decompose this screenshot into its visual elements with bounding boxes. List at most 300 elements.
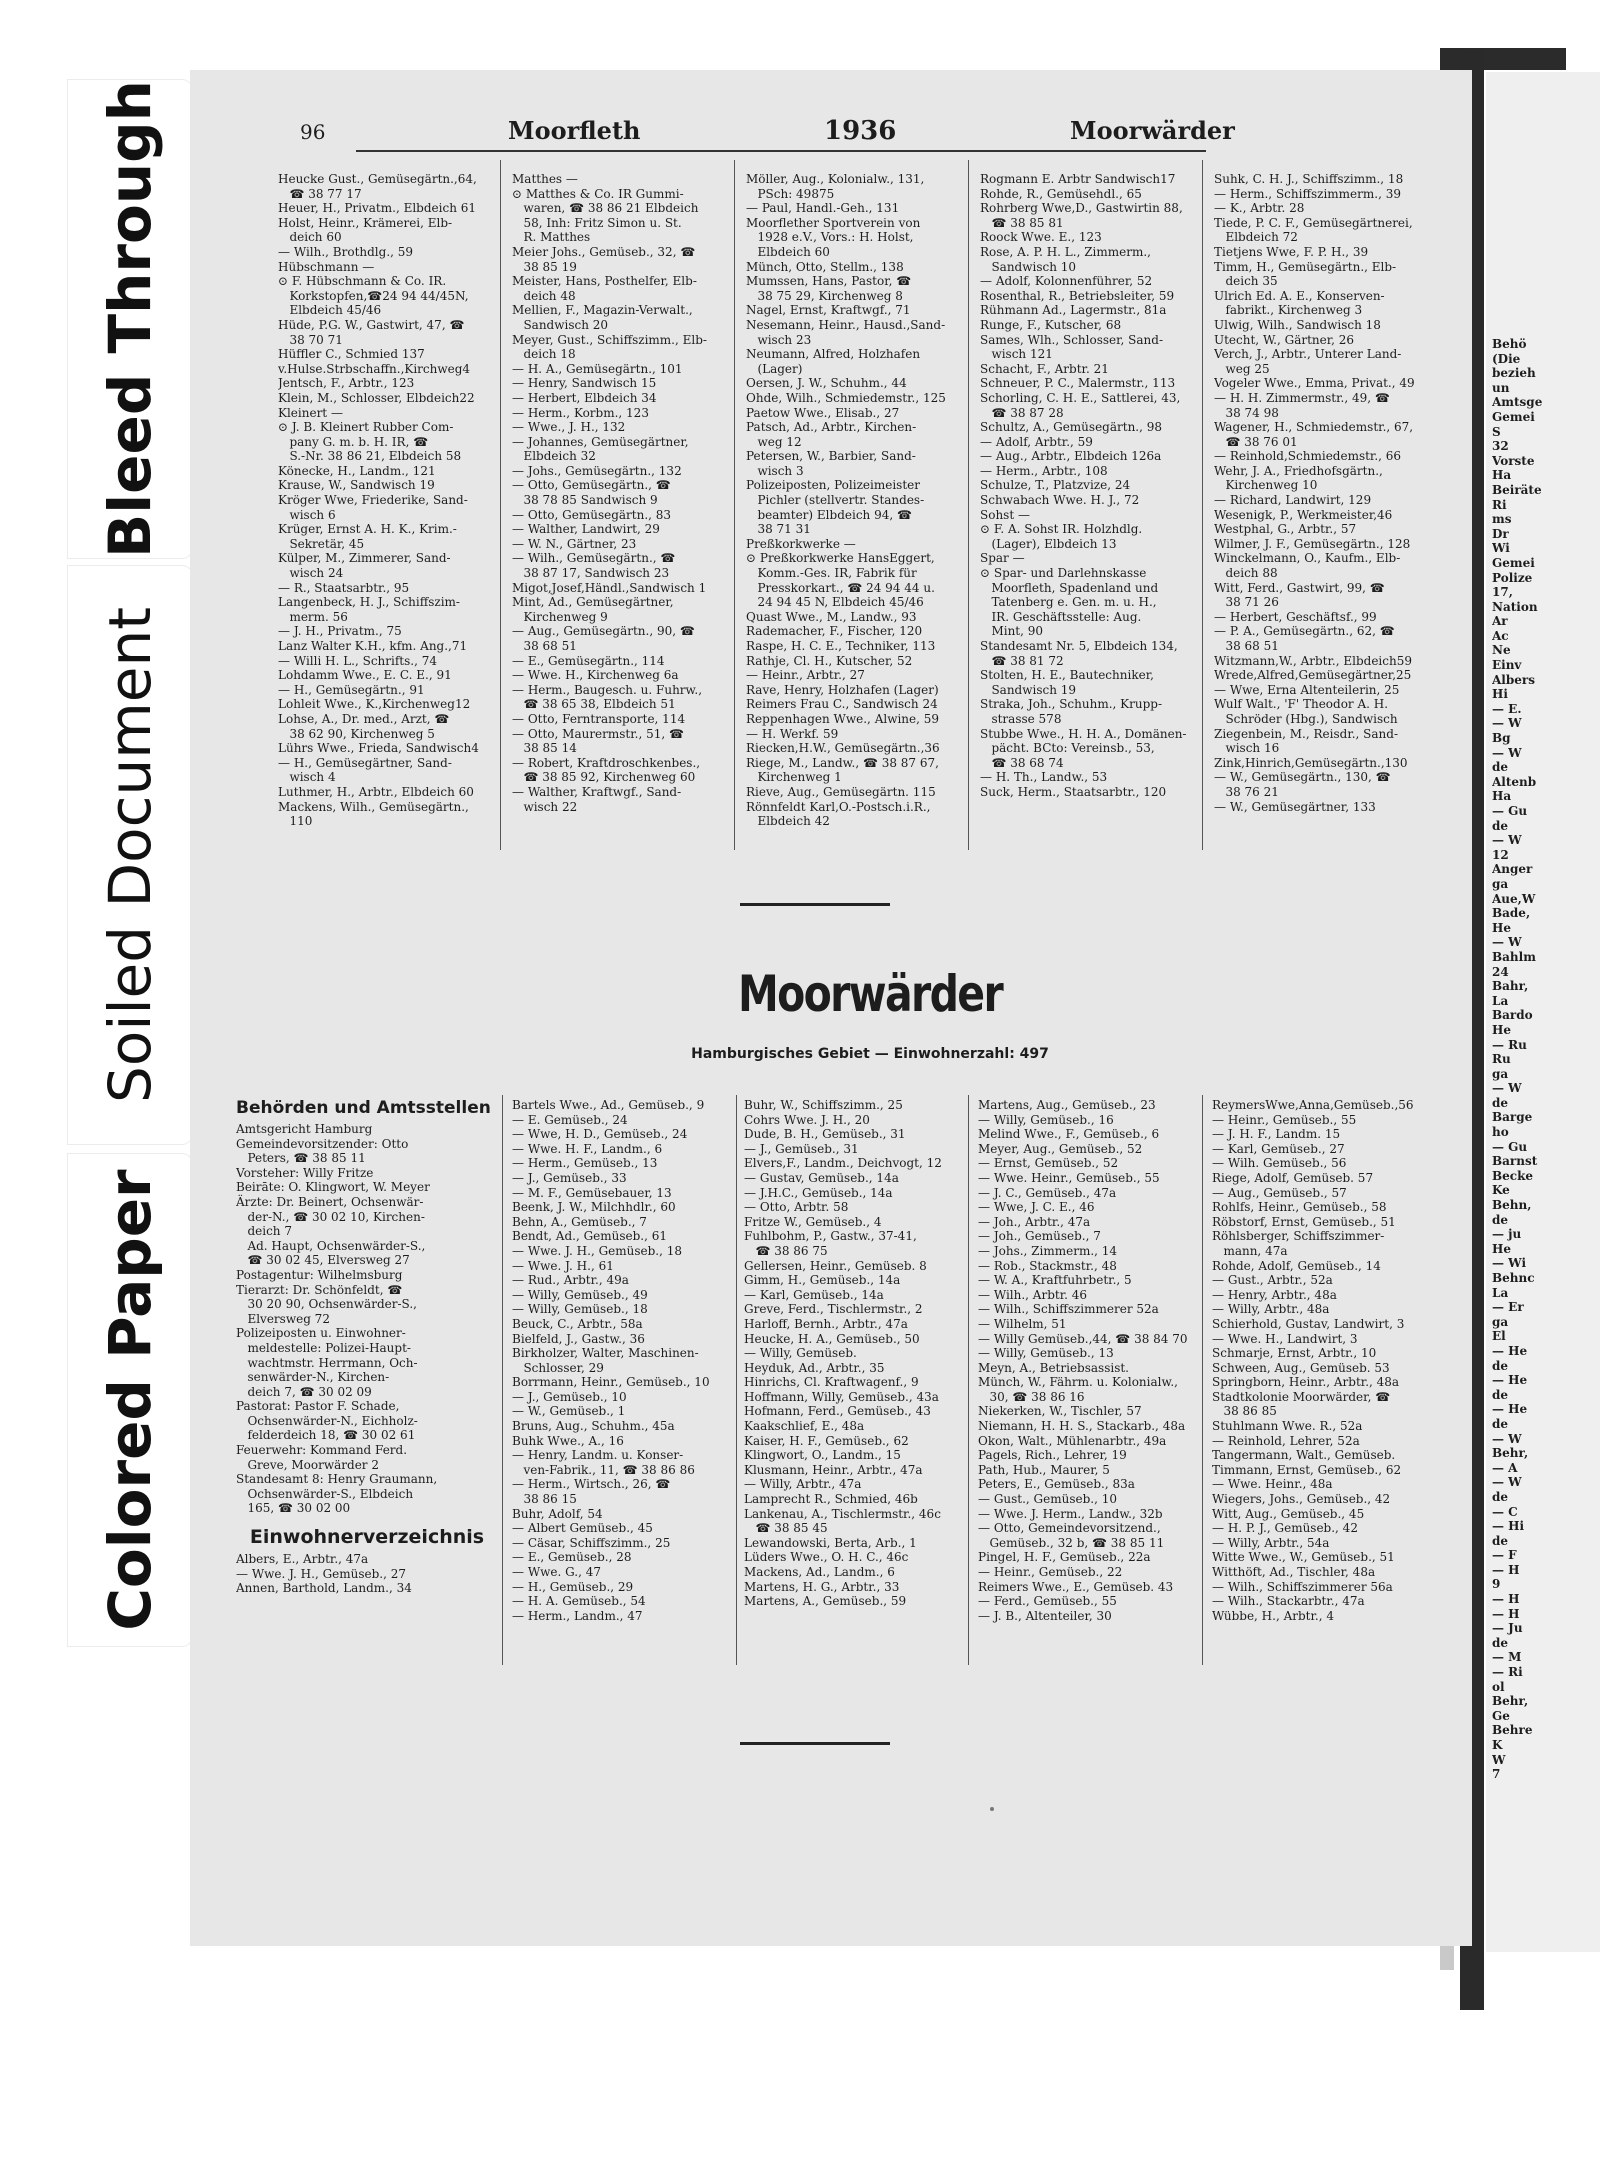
- entry-line: — Herm., Baugesch. u. Fuhrw.,: [512, 682, 703, 697]
- entry-line: Lohse, A., Dr. med., Arzt, ☎: [278, 711, 450, 726]
- entry-line: — Gust., Gemüseb., 10: [978, 1492, 1118, 1507]
- entry-line: Meier Johs., Gemüseb., 32, ☎: [512, 244, 696, 259]
- entry-line: Polizeiposten, Polizeimeister: [746, 478, 920, 493]
- entry-line: fabrikt., Kirchenweg 3: [1214, 303, 1363, 318]
- entry-line: Spar —: [980, 551, 1025, 566]
- entry-line: — J. H., Privatm., 75: [278, 624, 402, 639]
- entry-line: Münch, Otto, Stellm., 138: [746, 259, 904, 274]
- entry-line: waren, ☎ 38 86 21 Elbdeich: [512, 201, 699, 216]
- entry-line: Reppenhagen Wwe., Alwine, 59: [746, 711, 940, 726]
- entry-line: deich 88: [1214, 566, 1278, 581]
- entry-line: Pagels, Rich., Lehrer, 19: [978, 1448, 1127, 1463]
- entry-line: Moorfleth, Spadenland und: [980, 580, 1159, 595]
- entry-line: (Lager): [746, 361, 803, 376]
- entry-line: wisch 6: [278, 507, 336, 522]
- entry-line: — H. P. J., Gemüseb., 42: [1212, 1521, 1358, 1536]
- entry-line: Behn, A., Gemüseb., 7: [512, 1214, 647, 1229]
- entry-line: de: [1492, 1358, 1509, 1373]
- soiled-document-label: Soiled Document: [68, 566, 192, 1144]
- entry-line: Cohrs Wwe. J. H., 20: [744, 1112, 870, 1127]
- entry-line: — Wwe. Heinr., 48a: [1212, 1477, 1333, 1492]
- entry-line: Mackens, Ad., Landm., 6: [744, 1565, 895, 1579]
- entry-line: 24 94 45 N, Elbdeich 45/46: [746, 595, 924, 610]
- entry-line: Lanz Walter K.H., kfm. Ang.,71: [278, 639, 468, 653]
- entry-line: deich 18: [512, 347, 576, 362]
- entry-line: Schacht, F., Arbtr. 21: [980, 361, 1109, 376]
- entry-line: deich 60: [278, 230, 342, 245]
- entry-line: — Wwe. J. H., 61: [512, 1258, 614, 1273]
- entry-line: Rohrberg Wwe,D., Gastwirtin 88,: [980, 201, 1183, 216]
- entry-line: — E. Gemüseb., 24: [512, 1112, 628, 1127]
- entry-line: — Karl, Gemüseb., 27: [1212, 1141, 1345, 1156]
- entry-line: Rohlfs, Heinr., Gemüseb., 58: [1212, 1200, 1387, 1215]
- entry-line: — E.: [1492, 701, 1522, 716]
- entry-line: Wrede,Alfred,Gemüsegärtner,25: [1214, 668, 1412, 683]
- entry-line: 38 86 15: [512, 1492, 577, 1507]
- entry-line: — Johs., Zimmerm., 14: [978, 1243, 1118, 1258]
- entry-line: Sandwisch 19: [980, 682, 1077, 697]
- entry-line: de: [1492, 1095, 1509, 1110]
- entry-line: La: [1492, 1285, 1509, 1300]
- section-title: Moorwärder: [737, 965, 1003, 1023]
- entry-line: weg 12: [746, 434, 802, 449]
- entry-line: Ac: [1492, 628, 1509, 643]
- entry-line: — Otto, Arbtr. 58: [744, 1200, 849, 1215]
- entry-line: 38 70 71: [278, 332, 343, 347]
- entry-line: — H. Th., Landw., 53: [980, 770, 1108, 785]
- entry-line: — J., Gemüseb., 31: [744, 1141, 859, 1156]
- entry-line: Röhlsberger, Schiffszimmer-: [1212, 1229, 1385, 1244]
- entry-line: Polize: [1492, 570, 1533, 585]
- entry-line: — W: [1492, 745, 1522, 760]
- entry-line: — Wilh. Gemüseb., 56: [1212, 1156, 1347, 1171]
- entry-line: Peters, E., Gemüseb., 83a: [978, 1477, 1135, 1492]
- entry-line: mann, 47a: [1212, 1243, 1288, 1258]
- entry-line: — Robert, Kraftdroschkenbes.,: [512, 755, 701, 770]
- entry-line: Pingel, H. F., Gemüseb., 22a: [978, 1550, 1151, 1565]
- entry-line: — F: [1492, 1548, 1517, 1563]
- authorities-list: [236, 1122, 498, 1516]
- entry-line: Bielfeld, J., Gastw., 36: [512, 1331, 645, 1346]
- entry-line: Behn,: [1492, 1198, 1532, 1213]
- entry-line: Verch, J., Arbtr., Unterer Land-: [1214, 347, 1402, 362]
- entry-line: — Willy, Gemüseb., 16: [978, 1112, 1114, 1127]
- entry-line: ms: [1492, 512, 1512, 527]
- entry-line: Schröder (Hbg.), Sandwisch: [1214, 711, 1398, 726]
- entry-line: Beenk, J. W., Milchhdlr., 60: [512, 1200, 676, 1215]
- entry-line: — H., Gemüsegärtner, Sand-: [278, 755, 452, 770]
- entry-line: Kirchenweg 1: [746, 770, 842, 785]
- directory-column: [278, 172, 496, 829]
- entry-line: Harloff, Bernh., Arbtr., 47a: [744, 1316, 908, 1331]
- entry-line: Sohst —: [980, 507, 1030, 522]
- entry-line: 38 86 85: [1212, 1404, 1277, 1419]
- entry-line: Witt, Aug., Gemüseb., 45: [1212, 1506, 1365, 1521]
- entry-line: wisch 24: [278, 566, 344, 581]
- entry-line: Schneuer, P. C., Malermstr., 113: [980, 376, 1176, 391]
- entry-line: — C: [1492, 1504, 1518, 1519]
- entry-line: — Herm., Gemüseb., 13: [512, 1156, 658, 1171]
- entry-line: ⊙ Matthes & Co. IR Gummi-: [512, 186, 684, 201]
- entry-line: (Die: [1492, 351, 1521, 366]
- entry-line: 17,: [1492, 585, 1513, 600]
- entry-line: Elbdeich 60: [746, 244, 830, 259]
- entry-line: — H. H. Zimmermstr., 49, ☎: [1214, 390, 1390, 405]
- entry-line: Wulf Walt., 'F' Theodor A. H.: [1214, 697, 1389, 712]
- entry-line: — J. H. F., Landm. 15: [1212, 1127, 1341, 1142]
- entry-line: Ar: [1492, 614, 1508, 629]
- entry-line: — E., Gemüseb., 28: [512, 1550, 632, 1565]
- entry-line: Ha: [1492, 789, 1512, 804]
- entry-line: — J.H.C., Gemüseb., 14a: [744, 1185, 893, 1200]
- entry-line: — H: [1492, 1562, 1520, 1577]
- entry-line: Vorsteher: Willy Fritze: [236, 1165, 374, 1180]
- entry-line: 38 68 51: [512, 639, 577, 653]
- entry-line: Witt, Ferd., Gastwirt, 99, ☎: [1214, 580, 1385, 595]
- bleed-through-label: Bleed Through: [68, 80, 192, 558]
- entry-line: Klein, M., Schlosser, Elbdeich22: [278, 390, 475, 405]
- entry-line: Ne: [1492, 643, 1511, 658]
- entry-line: Behr,: [1492, 1694, 1529, 1709]
- entry-line: 30 20 90, Ochsenwärder-S.,: [236, 1297, 417, 1312]
- directory-column: [512, 172, 730, 814]
- entry-line: Kaiser, H. F., Gemüseb., 62: [744, 1433, 909, 1448]
- entry-line: — Rob., Stackmstr., 48: [978, 1258, 1117, 1273]
- entry-line: ho: [1492, 1125, 1509, 1140]
- entry-line: Holst, Heinr., Krämerei, Elb-: [278, 215, 453, 230]
- entry-line: 7: [1492, 1767, 1501, 1782]
- entry-line: Tiede, P. C. F., Gemüsegärtnerei,: [1214, 215, 1413, 230]
- entry-line: Sames, Wlh., Schlosser, Sand-: [980, 332, 1164, 347]
- entry-line: Amtsgericht Hamburg: [236, 1122, 373, 1136]
- entry-line: Mumssen, Hans, Pastor, ☎: [746, 274, 912, 289]
- entry-line: wisch 22: [512, 799, 578, 814]
- entry-line: — H: [1492, 1606, 1520, 1621]
- entry-line: Pichler (stellvertr. Standes-: [746, 493, 925, 508]
- entry-line: Meister, Hans, Posthelfer, Elb-: [512, 274, 697, 289]
- entry-line: Nesemann, Heinr., Hausd.,Sand-: [746, 317, 946, 332]
- entry-line: Hoffmann, Willy, Gemüseb., 43a: [744, 1389, 939, 1404]
- entry-line: — Ernst, Gemüseb., 52: [978, 1156, 1119, 1171]
- entry-line: Preßkorkwerke —: [746, 536, 856, 551]
- entry-line: — Otto, Maurermstr., 51, ☎: [512, 726, 684, 741]
- entry-line: de: [1492, 1489, 1509, 1504]
- header-year: 1936: [824, 116, 897, 146]
- entry-line: Gimm, H., Gemüseb., 14a: [744, 1273, 901, 1288]
- entry-line: — H., Gemüsegärtn., 91: [278, 682, 425, 697]
- entry-line: S: [1492, 424, 1501, 439]
- entry-line: 30, ☎ 38 86 16: [978, 1389, 1085, 1404]
- entry-line: Buhr, Adolf, 54: [512, 1506, 603, 1521]
- entry-line: Rohde, Adolf, Gemüseb., 14: [1212, 1258, 1381, 1273]
- entry-line: — He: [1492, 1373, 1528, 1388]
- entry-line: Niekerken, W., Tischler, 57: [978, 1404, 1142, 1419]
- entry-line: — P. A., Gemüsegärtn., 62, ☎: [1214, 624, 1395, 639]
- entry-line: Schlosser, 29: [512, 1360, 604, 1375]
- entry-line: — Wilh., Brothdlg., 59: [278, 244, 414, 259]
- entry-line: Wilmer, J. F., Gemüsegärtn., 128: [1214, 536, 1411, 551]
- entry-line: Ad. Haupt, Ochsenwärder-S.,: [236, 1238, 426, 1253]
- entry-line: — Cäsar, Schiffszimm., 25: [512, 1535, 671, 1550]
- entry-line: — W. A., Kraftfuhrbetr., 5: [978, 1273, 1132, 1288]
- entry-line: Lamprecht R., Schmied, 46b: [744, 1492, 918, 1507]
- entry-line: — Henry, Arbtr., 48a: [1212, 1287, 1337, 1302]
- entry-line: Runge, F., Kutscher, 68: [980, 317, 1122, 332]
- entry-line: Stolten, H. E., Bautechniker,: [980, 668, 1154, 683]
- entry-line: — W: [1492, 1081, 1522, 1096]
- entry-line: ReymersWwe,Anna,Gemüseb.,56: [1212, 1098, 1414, 1112]
- entry-line: deich 48: [512, 288, 576, 303]
- entry-line: Luthmer, H., Arbtr., Elbdeich 60: [278, 784, 474, 799]
- entry-line: Mellien, F., Magazin-Verwalt.,: [512, 303, 693, 318]
- entry-line: Quast Wwe., M., Landw., 93: [746, 609, 917, 624]
- entry-line: Bardo: [1492, 1008, 1533, 1023]
- entry-line: Kirchenweg 9: [512, 609, 608, 624]
- facing-page-fragment: [1486, 72, 1600, 1952]
- entry-line: Ha: [1492, 468, 1512, 483]
- entry-line: Kröger Wwe, Friederike, Sand-: [278, 493, 468, 508]
- entry-line: — Karl, Gemüseb., 14a: [744, 1287, 884, 1302]
- entry-line: Wesenigk, P., Werkmeister,46: [1214, 507, 1393, 522]
- entry-line: Reimers Frau C., Sandwisch 24: [746, 697, 938, 712]
- entry-line: Niemann, H. H. S., Stackarb., 48a: [978, 1419, 1186, 1434]
- entry-line: 24: [1492, 964, 1509, 979]
- entry-line: Ochsenwärder-S., Elbdeich: [236, 1486, 414, 1501]
- entry-line: Ulrich Ed. A. E., Konserven-: [1214, 288, 1385, 303]
- entry-line: He: [1492, 1241, 1511, 1256]
- entry-line: — Herbert, Elbdeich 34: [512, 390, 657, 405]
- entry-line: Klingwort, O., Landm., 15: [744, 1448, 901, 1463]
- column-separator: [1202, 1095, 1203, 1665]
- entry-line: PSch: 49875: [746, 186, 835, 201]
- entry-line: — Reinhold,Schmiedemstr., 66: [1214, 449, 1402, 464]
- entry-line: — Herm., Wirtsch., 26, ☎: [512, 1477, 671, 1492]
- entry-line: de: [1492, 1635, 1509, 1650]
- entry-line: 38 74 98: [1214, 405, 1279, 420]
- entry-line: de: [1492, 1212, 1509, 1227]
- facing-page-text: [1492, 337, 1542, 1782]
- entry-line: — W., Gemüsegärtner, 133: [1214, 799, 1376, 814]
- entry-line: wachtmstr. Herrmann, Och-: [236, 1355, 418, 1370]
- entry-line: Ri: [1492, 497, 1507, 512]
- entry-line: Ge: [1492, 1708, 1510, 1723]
- entry-line: Straka, Joh., Schuhm., Krupp-: [980, 697, 1162, 712]
- entry-line: Mackens, Wilh., Gemüsegärtn.,: [278, 799, 469, 814]
- entry-line: Pastorat: Pastor F. Schade,: [236, 1399, 400, 1414]
- entry-line: 38 71 31: [746, 522, 811, 537]
- entry-line: Martens, Aug., Gemüseb., 23: [978, 1098, 1156, 1112]
- entry-line: La: [1492, 993, 1509, 1008]
- entry-line: — R., Staatsarbtr., 95: [278, 580, 410, 595]
- entry-line: Kaakschlief, E., 48a: [744, 1419, 865, 1434]
- entry-line: — Ferd., Gemüseb., 55: [978, 1594, 1117, 1609]
- entry-line: wisch 4: [278, 770, 336, 785]
- column-separator: [736, 1095, 737, 1665]
- entry-line: 32: [1492, 439, 1509, 454]
- running-header: [300, 116, 1235, 150]
- entry-line: — Willy Gemüseb.,44, ☎ 38 84 70: [978, 1331, 1188, 1346]
- entry-line: Stubbe Wwe., H. H. A., Domänen-: [980, 726, 1187, 741]
- entry-line: wisch 121: [980, 347, 1053, 362]
- entry-line: — W: [1492, 716, 1522, 731]
- entry-line: Ärzte: Dr. Beinert, Ochsenwär-: [236, 1194, 424, 1209]
- entry-line: ⊙ F. A. Sohst IR. Holzhdlg.: [980, 522, 1143, 537]
- entry-line: Schmarje, Ernst, Arbtr., 10: [1212, 1346, 1377, 1361]
- directory-column: [1212, 1098, 1434, 1623]
- entry-line: Dude, B. H., Gemüseb., 31: [744, 1127, 906, 1142]
- entry-line: 38 78 85 Sandwisch 9: [512, 493, 658, 508]
- entry-line: Komm.-Ges. IR, Fabrik für: [746, 566, 917, 581]
- entry-line: Ochsenwärder-N., Eichholz-: [236, 1413, 418, 1428]
- entry-line: — Er: [1492, 1300, 1524, 1315]
- entry-line: Nagel, Ernst, Kraftwgf., 71: [746, 303, 911, 318]
- entry-line: Ke: [1492, 1183, 1510, 1198]
- entry-line: — Wwe. H., Kirchenweg 6a: [512, 668, 679, 683]
- entry-line: — Albert Gemüseb., 45: [512, 1521, 653, 1536]
- entry-line: — Otto, Gemüsegärtn., ☎: [512, 478, 671, 493]
- entry-line: Krüger, Ernst A. H. K., Krim.-: [278, 522, 457, 537]
- entry-line: — H. A. Gemüseb., 54: [512, 1594, 646, 1609]
- entry-line: 58, Inh: Fritz Simon u. St.: [512, 215, 682, 230]
- entry-line: Rühmann Ad., Lagermstr., 81a: [980, 303, 1167, 318]
- section-rule: [740, 903, 890, 906]
- entry-line: — Hi: [1492, 1519, 1525, 1534]
- entry-line: 38 76 21: [1214, 784, 1279, 799]
- entry-line: — He: [1492, 1343, 1528, 1358]
- entry-line: Mint, Ad., Gemüsegärtner,: [512, 595, 674, 610]
- entry-line: — Wilh., Gemüsegärtn., ☎: [512, 551, 676, 566]
- entry-line: Schultz, A., Gemüsegärtn., 98: [980, 420, 1163, 435]
- entry-line: Tietjens Wwe, F. P. H., 39: [1214, 244, 1369, 259]
- entry-line: Schwabach Wwe. H. J., 72: [980, 493, 1140, 508]
- entry-line: Möller, Aug., Kolonialw., 131,: [746, 172, 925, 186]
- column-separator: [502, 1095, 503, 1665]
- entry-line: de: [1492, 818, 1509, 833]
- entry-line: — Wwe. J. Herm., Landw., 32b: [978, 1506, 1163, 1521]
- entry-line: Röbstorf, Ernst, Gemüseb., 51: [1212, 1214, 1396, 1229]
- entry-line: Gellersen, Heinr., Gemüseb. 8: [744, 1258, 927, 1273]
- entry-line: Lohleit Wwe., K.,Kirchenweg12: [278, 697, 471, 712]
- directory-column: [746, 172, 964, 829]
- entry-line: merm. 56: [278, 609, 348, 624]
- entry-line: — Wi: [1492, 1256, 1527, 1271]
- entry-line: — Gu: [1492, 1139, 1528, 1154]
- entry-line: — Heinr., Arbtr., 27: [746, 668, 865, 683]
- entry-line: pany G. m. b. H. IR, ☎: [278, 434, 429, 449]
- entry-line: ⊙ F. Hübschmann & Co. IR.: [278, 274, 447, 289]
- entry-line: Ziegenbein, M., Reisdr., Sand-: [1214, 726, 1399, 741]
- entry-line: Patsch, Ad., Arbtr., Kirchen-: [746, 420, 917, 435]
- entry-line: Aue,W: [1492, 891, 1536, 906]
- entry-line: Barge: [1492, 1110, 1533, 1125]
- entry-line: Rosenthal, R., Betriebsleiter, 59: [980, 288, 1175, 303]
- entry-line: Behö: [1492, 337, 1527, 351]
- entry-line: Heucke Gust., Gemüsegärtn.,64,: [278, 172, 477, 186]
- entry-line: Bruns, Aug., Schuhm., 45a: [512, 1419, 675, 1434]
- entry-line: — Heinr., Gemüseb., 22: [978, 1565, 1123, 1579]
- entry-line: — H. A., Gemüsegärtn., 101: [512, 361, 683, 376]
- entry-line: Hinrichs, Cl. Kraftwagenf., 9: [744, 1375, 919, 1390]
- entry-line: — Wilh., Schiffszimmerer 52a: [978, 1302, 1159, 1317]
- entry-line: Tatenberg e. Gen. m. u. H.,: [980, 595, 1157, 610]
- entry-line: pächt. BCto: Vereinsb., 53,: [980, 741, 1155, 756]
- entry-line: — Wwe, J. C. E., 46: [978, 1200, 1095, 1215]
- entry-line: Rave, Henry, Holzhafen (Lager): [746, 682, 939, 697]
- entry-line: Rogmann E. Arbtr Sandwisch17: [980, 172, 1176, 186]
- entry-line: Heuer, H., Privatm., Elbdeich 61: [278, 201, 477, 216]
- header-right-title: Moorwärder: [1070, 116, 1235, 145]
- entry-line: bezieh: [1492, 366, 1536, 381]
- entry-line: Tangermann, Walt., Gemüseb.: [1212, 1448, 1396, 1463]
- entry-line: 38 85 19: [512, 259, 577, 274]
- entry-line: Ulwig, Wilh., Sandwisch 18: [1214, 317, 1381, 332]
- entry-line: Fritze W., Gemüseb., 4: [744, 1214, 882, 1229]
- entry-line: Wübbe, H., Arbtr., 4: [1212, 1608, 1334, 1623]
- entry-line: — Wwe, Erna Altenteilerin, 25: [1214, 682, 1400, 697]
- entry-line: ven-Fabrik., 11, ☎ 38 86 86: [512, 1462, 695, 1477]
- entry-line: Sandwisch 10: [980, 259, 1077, 274]
- entry-line: Sekretär, 45: [278, 536, 365, 551]
- entry-line: Gemüseb., 32 b, ☎ 38 85 11: [978, 1535, 1165, 1550]
- entry-line: 110: [278, 814, 313, 829]
- entry-line: Meyer, Aug., Gemüseb., 52: [978, 1141, 1143, 1156]
- entry-line: Suhk, C. H. J., Schiffszimm., 18: [1214, 172, 1404, 186]
- entry-line: — Wwe. G., 47: [512, 1565, 602, 1579]
- entry-line: — M: [1492, 1650, 1522, 1665]
- entry-line: Bartels Wwe., Ad., Gemüseb., 9: [512, 1098, 705, 1112]
- entry-line: IR. Geschäftsstelle: Aug.: [980, 609, 1142, 624]
- entry-line: Ohde, Wilh., Schmiedemstr., 125: [746, 390, 946, 405]
- entry-line: R. Matthes: [512, 230, 591, 245]
- entry-line: deich 7: [236, 1224, 292, 1239]
- entry-line: Kleinert —: [278, 405, 343, 420]
- entry-line: — Herm., Landm., 47: [512, 1608, 643, 1623]
- entry-line: Feuerwehr: Kommand Ferd.: [236, 1443, 408, 1458]
- entry-line: de: [1492, 760, 1509, 775]
- entry-line: beamter) Elbdeich 94, ☎: [746, 507, 912, 522]
- entry-line: — Wwe. H., Landwirt, 3: [1212, 1331, 1358, 1346]
- entry-line: Becke: [1492, 1168, 1534, 1183]
- entry-line: Lankenau, A., Tischlermstr., 46c: [744, 1506, 941, 1521]
- entry-line: Beiräte: [1492, 482, 1542, 497]
- entry-line: Altenb: [1492, 774, 1537, 789]
- entry-line: Zink,Hinrich,Gemüsegärtn.,130: [1214, 755, 1408, 770]
- entry-line: Bahlm: [1492, 949, 1536, 964]
- header-rule: [356, 150, 1206, 152]
- entry-line: Anger: [1492, 862, 1533, 877]
- entry-line: — Wwe. Heinr., Gemüseb., 55: [978, 1170, 1160, 1185]
- authorities-column: [236, 1098, 498, 1596]
- entry-line: Beuck, C., Arbtr., 58a: [512, 1316, 643, 1331]
- entry-line: Bg: [1492, 731, 1511, 746]
- entry-line: Moorflether Sportverein von: [746, 215, 921, 230]
- entry-line: — Wwe. J. H., Gemüseb., 18: [512, 1243, 683, 1258]
- entry-line: meldestelle: Polizei-Haupt-: [236, 1340, 411, 1355]
- entry-line: ga: [1492, 1066, 1509, 1081]
- entry-line: K: [1492, 1738, 1503, 1752]
- entry-line: Wagener, H., Schmiedemstr., 67,: [1214, 420, 1414, 435]
- entry-line: 38 87 17, Sandwisch 23: [512, 566, 670, 581]
- paper-speck: [990, 1807, 994, 1811]
- entry-line: ☎ 38 85 81: [980, 215, 1064, 230]
- entry-line: — Willi H. L., Schrifts., 74: [278, 653, 437, 668]
- entry-line: wisch 3: [746, 463, 804, 478]
- entry-line: Einv: [1492, 658, 1522, 673]
- entry-line: Suck, Herm., Staatsarbtr., 120: [980, 784, 1167, 799]
- entry-line: v.Hulse.Strbschaffn.,Kirchweg4: [278, 361, 471, 376]
- entry-line: Greve, Ferd., Tischlermstr., 2: [744, 1302, 923, 1317]
- entry-line: — Willy, Gemüseb., 13: [978, 1346, 1114, 1361]
